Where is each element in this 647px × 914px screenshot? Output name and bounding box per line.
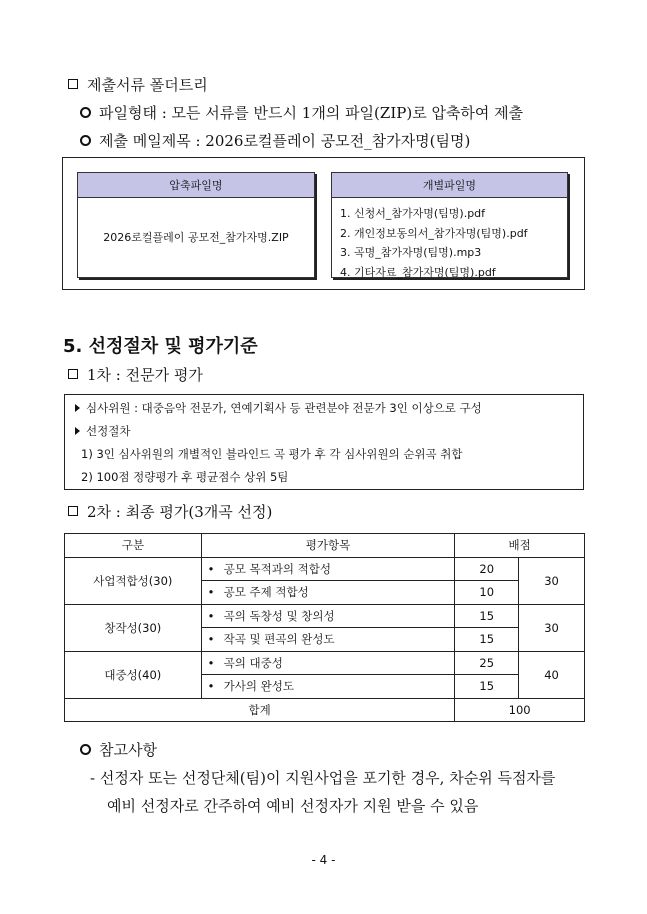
individual-file-panel [331,172,568,278]
evaluation-table [64,533,585,722]
notes-line-1: - 선정자 또는 선정단체(팀)이 지원사업을 포기한 경우, 차순위 득점자를 [90,769,556,787]
square-bullet-icon [68,506,78,516]
zip-file-header: 압축파일명 [78,173,314,198]
file-list-item: 1. 신청서_참가자명(팀명).pdf [340,207,486,220]
total-cell: 30 [519,604,585,651]
procedure-step-1: 1) 3인 심사위원의 개별적인 블라인드 곡 평가 후 각 심사위원의 순위곡 취합 [81,447,463,461]
header-item: 평가항목 [201,534,455,558]
screening-box [64,394,584,490]
category-cell: 창작성(30) [65,604,202,651]
zip-file-name: 2026로컬플레이 공모전_참가자명.ZIP [103,231,289,244]
score-cell: 15 [455,628,519,652]
judges-line: 심사위원 : 대중음악 전문가, 연예기획사 등 관련분야 전문가 3인 이상으로 구성 [75,400,482,416]
score-cell: 15 [455,675,519,699]
file-format-line: 파일형태 : 모든 서류를 반드시 1개의 파일(ZIP)로 압축하여 제출 [80,102,523,123]
total-cell: 30 [519,557,585,604]
category-cell: 대중성(40) [65,651,202,698]
circle-bullet-icon [80,135,91,146]
square-bullet-icon [68,369,78,379]
item-cell: • 공모 목적과의 적합성 [201,557,455,581]
header-category: 구분 [65,534,202,558]
individual-file-list [332,198,567,282]
item-cell: • 공모 주제 적합성 [201,581,455,605]
procedure-step-2: 2) 100점 정량평가 후 평균점수 상위 5팀 [81,470,289,484]
email-subject-line: 제출 메일제목 : 2026로컬플레이 공모전_참가자명(팀명) [80,130,470,151]
round2-heading: 2차 : 최종 평가(3개곡 선정) [68,501,272,522]
table-header-row [65,534,585,558]
folder-tree-box [62,157,585,290]
circle-bullet-icon [80,107,91,118]
file-list-item: 2. 개인정보동의서_참가자명(팀명).pdf [340,226,528,240]
sum-label-cell: 합계 [65,698,455,722]
procedure-label: 선정절차 [75,423,130,439]
table-row [65,557,585,581]
total-cell: 40 [519,651,585,698]
item-cell: • 곡의 독창성 및 창의성 [201,604,455,628]
notes-line-2: 예비 선정자로 간주하여 예비 선정자가 지원 받을 수 있음 [107,797,479,815]
circle-bullet-icon [80,744,91,755]
file-list-item: 4. 기타자료_참가자명(팀명).pdf [340,265,496,279]
table-row [65,604,585,628]
section-title: 5. 선정절차 및 평가기준 [63,336,258,357]
item-cell: • 곡의 대중성 [201,651,455,675]
triangle-bullet-icon [75,404,80,412]
square-bullet-icon [68,79,78,89]
zip-file-panel [77,172,315,278]
folder-tree-heading: 제출서류 폴더트리 [68,74,208,95]
table-row [65,651,585,675]
file-list-item: 3. 곡명_참가자명(팀명).mp3 [340,246,482,259]
score-cell: 25 [455,651,519,675]
score-cell: 20 [455,557,519,581]
category-cell: 사업적합성(30) [65,557,202,604]
notes-heading: 참고사항 [80,739,157,760]
table-sum-row [65,698,585,722]
triangle-bullet-icon [75,427,80,435]
individual-file-header: 개별파일명 [332,173,567,198]
sum-value-cell: 100 [455,698,585,722]
item-cell: • 작곡 및 편곡의 완성도 [201,628,455,652]
round1-heading: 1차 : 전문가 평가 [68,364,203,385]
header-score: 배점 [455,534,585,558]
score-cell: 15 [455,604,519,628]
item-cell: • 가사의 완성도 [201,675,455,699]
page-number: - 4 - [311,853,336,867]
score-cell: 10 [455,581,519,605]
